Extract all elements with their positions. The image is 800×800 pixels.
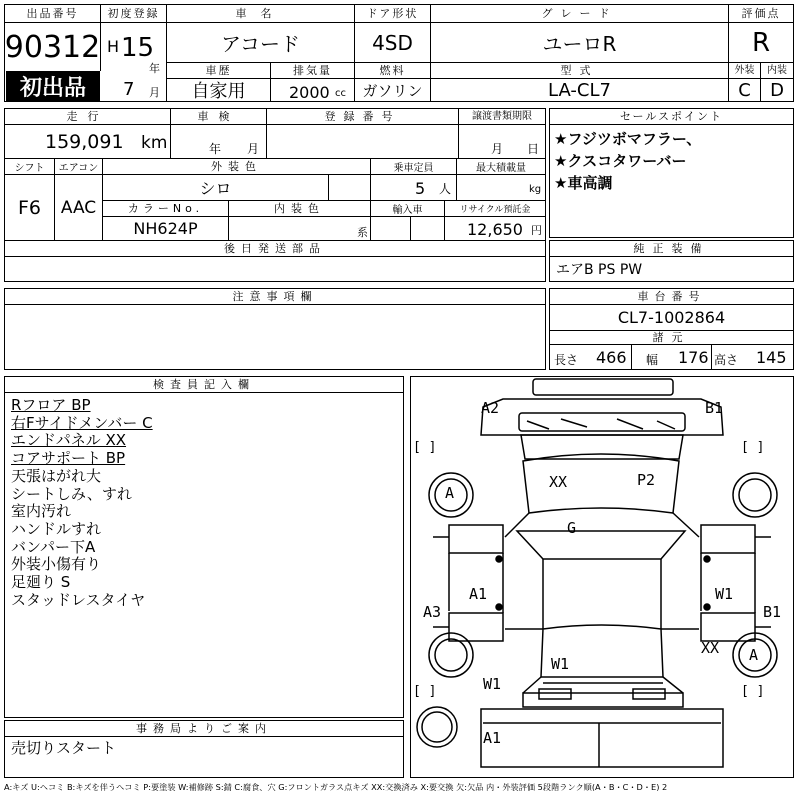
recycle-unit: 円 [531,224,542,237]
mark-g: G [567,519,577,537]
inspector-line: Rフロア BP [11,396,91,414]
length-value: 466 [596,348,627,367]
exterior-color-label: 外装色 [103,159,371,175]
import-cell-b [411,217,445,241]
inspector-line: シートしみ、すれ [11,484,132,503]
displacement-unit: cc [335,88,346,99]
score-value: R [729,23,793,63]
length-label: 長さ [554,353,579,367]
mark-w1-left: W1 [483,675,502,693]
office-value: 売切りスタート [11,739,117,757]
mileage-label: 走行 [5,109,171,125]
later-parts-value [5,257,545,281]
mark-xx-front: XX [549,473,568,491]
first-listing-badge: 初出品 [6,71,100,101]
sales-points-label: セールスポイント [550,109,793,125]
lot-number: 90312 [5,23,101,71]
width-value: 176 [678,348,709,367]
interior-value: D [770,79,784,101]
door-value: 4SD [355,23,431,63]
inspection-month-unit: 月 [247,142,260,156]
equipment-block [549,240,794,282]
mark-b1-top: B1 [705,399,724,417]
inspector-line: バンパー下A [11,537,96,556]
recycle-label: リサイクル預託金 [445,201,545,217]
mark-bracket-rl: [ ] [413,684,437,699]
reg-label: 初度登録 [101,5,167,23]
mileage-value: 159,091 [45,131,124,153]
inspector-line: 室内汚れ [11,502,72,521]
transfer-label: 譲渡書類期限 [459,109,545,125]
car-name-label: 車名 [167,5,355,23]
reg-era: H [107,37,120,56]
intcolor-unit: 系 [357,226,368,239]
recycle-value: 12,650 [467,220,523,239]
mark-a3: A3 [423,603,442,621]
office-block [4,720,404,778]
mark-xx-rear: XX [701,639,720,657]
inspector-lines [11,397,153,609]
inspection-label: 車検 [171,109,267,125]
history-value: 自家用 [167,79,271,101]
seats-label: 乗車定員 [371,159,457,175]
door-label: ドア形状 [355,5,431,23]
transfer-day-unit: 日 [527,142,540,156]
mark-bracket-fl: [ ] [413,440,437,455]
inspector-block [4,376,404,718]
score-label: 評価点 [729,5,793,23]
mark-a1-left: A1 [469,585,488,603]
model-label: 型式 [431,63,729,79]
car-diagram [410,376,794,778]
dims-label: 諸元 [550,331,793,345]
exterior-label: 外装 [729,63,761,79]
inspector-label: 検査員記入欄 [5,377,403,393]
mark-a-right: A [749,646,759,664]
mark-w1-center: W1 [551,655,570,673]
mark-w1-right: W1 [715,585,734,603]
fuel-value: ガソリン [355,79,431,101]
inspector-line: スタッドレスタイヤ [11,590,146,609]
chassis-block [549,288,794,370]
load-unit: kg [529,184,542,195]
equipment-label: 純正装備 [550,241,793,257]
regno-cell [267,125,459,159]
mark-a2: A2 [481,399,500,417]
mark-a-left: A [445,484,455,502]
transfer-month-unit: 月 [491,142,504,156]
mark-a1-bottom: A1 [483,729,502,747]
ac-value: AAC [55,175,103,241]
shift-label: シフト [5,159,55,175]
notes-label: 注意事項欄 [5,289,545,305]
lot-number-label: 出品番号 [5,5,101,23]
regno-label: 登録番号 [267,109,459,125]
grade-label: グレード [431,5,729,23]
mark-bracket-rr: [ ] [741,684,765,699]
inspector-line: コアサポート BP [11,449,126,468]
import-label: 輸入車 [371,201,445,217]
height-value: 145 [756,348,787,367]
sales-points-block [549,108,794,238]
inspector-line: 天張はがれ大 [11,466,102,485]
width-label: 幅 [646,353,659,367]
displacement-label: 排気量 [271,63,355,79]
shift-value: F6 [5,175,55,241]
equipment-value: エアB PS PW [556,262,643,278]
inspection-year-unit: 年 [209,142,222,156]
inspector-line: エンドパネル XX [11,431,127,450]
seats-unit: 人 [439,182,452,196]
notes-block [4,288,546,370]
exterior-value: C [729,79,761,101]
legend: A:キズ U:ヘコミ B:キズを伴うヘコミ P:要塗装 W:補修跡 S:錆 C:腐食、穴 G:フロントガラス点キズ XX:交換済み X:要交換 欠:欠品 内・外装評価 5段階ランク順(A・B・C・D・E) 2 [4,783,668,792]
height-label: 高さ [714,353,739,367]
intcolor-cell [229,217,371,241]
car-name: アコード [167,23,355,63]
sales-point-3: ★車高調 [554,174,613,192]
displacement-value: 2000 [289,83,330,102]
inspector-line: 右Fサイドメンバー C [11,413,153,432]
car-outline [411,377,793,777]
mileage-unit: km [141,133,168,153]
sales-point-2: ★クスコタワーバー [554,152,687,170]
vehicle-details-block [4,108,546,282]
inspector-line: 足廻り S [11,573,71,592]
model-value: LA-CL7 [431,79,729,101]
history-label: 車歴 [167,63,271,79]
chassis-label: 車台番号 [550,289,793,305]
interior-label: 内装 [761,63,793,79]
seats-value: 5 [415,179,426,198]
colorno-value: NH624P [103,217,229,241]
reg-month: 7 [123,79,135,100]
exterior-color-sub [329,175,371,201]
import-cell-a [371,217,411,241]
grade-value: ユーロR [431,23,729,63]
sales-point-1: ★フジツボマフラー、 [554,130,702,148]
month-unit: 月 [149,86,160,99]
fuel-label: 燃料 [355,63,431,79]
later-parts-label: 後日発送部品 [5,241,545,257]
office-label: 事務局よりご案内 [5,721,403,737]
ac-label: エアコン [55,159,103,175]
chassis-number: CL7-1002864 [550,305,793,331]
inspector-line: 外装小傷有り [11,555,102,574]
header-block [4,4,794,102]
intcolor-label: 内装色 [229,201,371,217]
reg-year: 15 [121,33,155,63]
exterior-color-value: シロ [103,175,329,201]
mark-b1-right: B1 [763,603,782,621]
mark-p2: P2 [637,471,656,489]
colorno-label: カラーNo. [103,201,229,217]
year-unit: 年 [149,62,160,75]
load-label: 最大積載量 [457,159,545,175]
inspector-line: ハンドルすれ [11,519,102,538]
mark-bracket-fr: [ ] [741,440,765,455]
